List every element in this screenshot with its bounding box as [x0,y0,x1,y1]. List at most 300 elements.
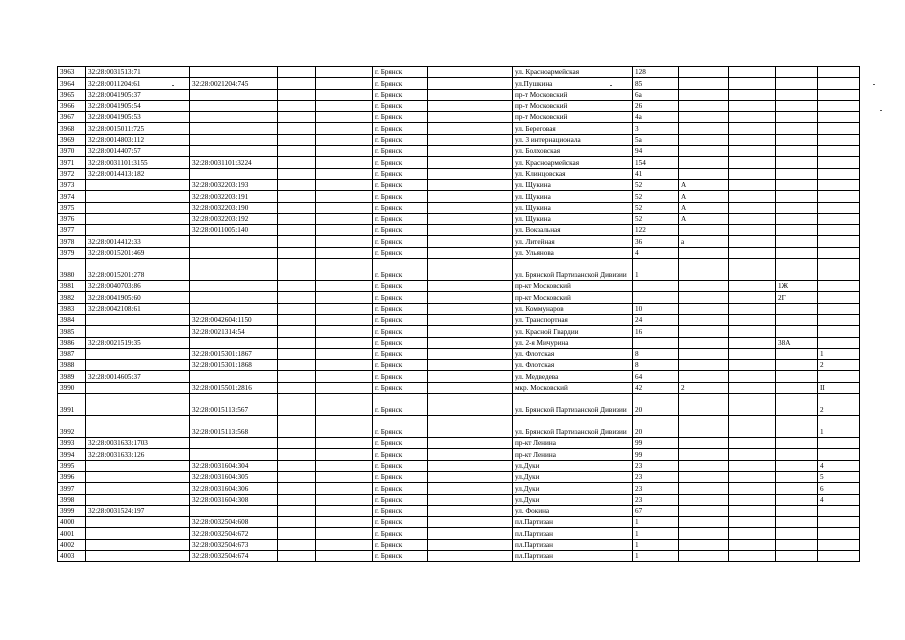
house-number-cell: 24 [633,314,679,325]
row-number-cell: 3997 [58,483,86,494]
house-number-cell: 23 [633,471,679,482]
blank-col-7-cell [428,394,513,416]
cadastral-number-1-cell [86,517,190,528]
cadastral-number-1-cell [86,225,190,236]
cadastral-number-2-cell: 32:28:0032203:191 [190,191,278,202]
letter-cell [679,100,729,111]
apartment-cell [818,528,860,539]
blank-col-11-cell [729,483,776,494]
cadastral-number-2-cell: 32:28:0032504:674 [190,550,278,561]
blank-col-5-cell [316,438,373,449]
blank-col-7-cell [428,134,513,145]
letter-cell [679,471,729,482]
letter-cell [679,78,729,89]
city-cell: г. Брянск [373,281,428,292]
blank-col-7-cell [428,438,513,449]
house-number-cell [633,292,679,303]
table-row [58,449,860,460]
blank-col-11-cell [729,550,776,561]
building-number-cell [776,303,818,314]
blank-col-5-cell [316,483,373,494]
house-number-cell: 8 [633,360,679,371]
blank-col-4-cell [278,247,316,258]
street-cell: пл.Партизан [513,539,633,550]
row-number-cell: 3996 [58,471,86,482]
apartment-cell [818,517,860,528]
blank-col-11-cell [729,449,776,460]
letter-cell [679,449,729,460]
letter-cell [679,550,729,561]
table-row [58,326,860,337]
blank-col-7-cell [428,449,513,460]
blank-col-7-cell [428,460,513,471]
blank-col-11-cell [729,303,776,314]
street-cell: пр-т Московский [513,100,633,111]
row-number-cell: 3999 [58,505,86,516]
city-cell: г. Брянск [373,550,428,561]
apartment-cell [818,247,860,258]
table-row [58,460,860,471]
city-cell: г. Брянск [373,89,428,100]
blank-col-5-cell [316,134,373,145]
blank-col-7-cell [428,416,513,438]
blank-col-11-cell [729,213,776,224]
apartment-cell [818,449,860,460]
letter-cell [679,134,729,145]
apartment-cell [818,505,860,516]
street-cell: ул. Щукина [513,213,633,224]
building-number-cell [776,314,818,325]
city-cell: г. Брянск [373,394,428,416]
city-cell: г. Брянск [373,67,428,78]
letter-cell [679,539,729,550]
blank-col-5-cell [316,471,373,482]
table-row [58,225,860,236]
blank-col-4-cell [278,89,316,100]
scan-speck [172,85,174,86]
blank-col-4-cell [278,314,316,325]
building-number-cell: 2Г [776,292,818,303]
cadastral-number-1-cell [86,494,190,505]
blank-col-7-cell [428,483,513,494]
letter-cell [679,528,729,539]
city-cell: г. Брянск [373,449,428,460]
table-row [58,550,860,561]
building-number-cell [776,168,818,179]
blank-col-4-cell [278,67,316,78]
city-cell: г. Брянск [373,78,428,89]
street-cell: ул. 3 интернационала [513,134,633,145]
letter-cell [679,89,729,100]
blank-col-11-cell [729,494,776,505]
city-cell: г. Брянск [373,494,428,505]
cadastral-number-1-cell: 32:28:0011204:61 [86,78,190,89]
city-cell: г. Брянск [373,100,428,111]
row-number-cell: 3981 [58,281,86,292]
table-row [58,247,860,258]
letter-cell [679,123,729,134]
street-cell: ул. Щукина [513,191,633,202]
letter-cell [679,438,729,449]
table-row [58,528,860,539]
house-number-cell: 23 [633,483,679,494]
table-row [58,505,860,516]
letter-cell [679,505,729,516]
house-number-cell: 1 [633,528,679,539]
street-cell: пр-кт Московский [513,281,633,292]
apartment-cell [818,112,860,123]
blank-col-5-cell [316,416,373,438]
apartment-cell [818,539,860,550]
letter-cell: А [679,202,729,213]
blank-col-4-cell [278,471,316,482]
building-number-cell [776,213,818,224]
blank-col-11-cell [729,416,776,438]
building-number-cell [776,539,818,550]
blank-col-7-cell [428,157,513,168]
building-number-cell [776,371,818,382]
street-cell: ул. Красной Гвардии [513,326,633,337]
house-number-cell: 41 [633,168,679,179]
letter-cell: А [679,191,729,202]
cadastral-number-2-cell [190,438,278,449]
blank-col-11-cell [729,539,776,550]
table-row [58,67,860,78]
letter-cell [679,146,729,157]
city-cell: г. Брянск [373,146,428,157]
letter-cell: А [679,213,729,224]
house-number-cell [633,337,679,348]
blank-col-4-cell [278,371,316,382]
city-cell: г. Брянск [373,123,428,134]
blank-col-5-cell [316,67,373,78]
letter-cell [679,314,729,325]
house-number-cell: 20 [633,416,679,438]
table-row [58,202,860,213]
apartment-cell [818,281,860,292]
blank-col-7-cell [428,146,513,157]
city-cell: г. Брянск [373,213,428,224]
city-cell: г. Брянск [373,112,428,123]
table-row [58,371,860,382]
blank-col-5-cell [316,449,373,460]
blank-col-11-cell [729,505,776,516]
blank-col-7-cell [428,371,513,382]
blank-col-11-cell [729,371,776,382]
blank-col-11-cell [729,134,776,145]
row-number-cell: 3963 [58,67,86,78]
cadastral-number-2-cell [190,89,278,100]
blank-col-7-cell [428,382,513,393]
table-row [58,191,860,202]
cadastral-number-1-cell: 32:28:0015201:278 [86,259,190,281]
street-cell: ул. Брянской Партизанской Дивизии [513,394,633,416]
blank-col-7-cell [428,259,513,281]
row-number-cell: 3987 [58,348,86,359]
apartment-cell [818,438,860,449]
letter-cell [679,247,729,258]
cadastral-number-1-cell [86,213,190,224]
letter-cell [679,483,729,494]
table-row [58,157,860,168]
blank-col-7-cell [428,528,513,539]
city-cell: г. Брянск [373,505,428,516]
blank-col-4-cell [278,394,316,416]
blank-col-5-cell [316,292,373,303]
street-cell: пр-кт Московский [513,292,633,303]
street-cell: пл.Партизан [513,550,633,561]
cadastral-number-2-cell: 32:28:0021204:745 [190,78,278,89]
building-number-cell [776,89,818,100]
cadastral-number-2-cell [190,505,278,516]
table-row [58,213,860,224]
cadastral-number-1-cell: 32:28:0015201:469 [86,247,190,258]
blank-col-11-cell [729,360,776,371]
table-row [58,236,860,247]
blank-col-11-cell [729,281,776,292]
blank-col-4-cell [278,134,316,145]
cadastral-number-2-cell [190,134,278,145]
blank-col-4-cell [278,303,316,314]
blank-col-11-cell [729,67,776,78]
building-number-cell [776,460,818,471]
row-number-cell: 3966 [58,100,86,111]
house-number-cell: 26 [633,100,679,111]
blank-col-11-cell [729,259,776,281]
blank-col-4-cell [278,337,316,348]
building-number-cell [776,517,818,528]
street-cell: ул.Дуки [513,471,633,482]
blank-col-5-cell [316,157,373,168]
building-number-cell [776,494,818,505]
house-number-cell: 42 [633,382,679,393]
blank-col-7-cell [428,168,513,179]
blank-col-11-cell [729,348,776,359]
street-cell: ул. Коммунаров [513,303,633,314]
cadastral-number-1-cell: 32:28:0014412:33 [86,236,190,247]
apartment-cell: 4 [818,494,860,505]
letter-cell [679,292,729,303]
house-number-cell: 4 [633,247,679,258]
city-cell: г. Брянск [373,539,428,550]
street-cell: пр-т Московский [513,89,633,100]
city-cell: г. Брянск [373,517,428,528]
apartment-cell [818,326,860,337]
cadastral-number-1-cell: 32:28:0031633:1703 [86,438,190,449]
blank-col-4-cell [278,292,316,303]
apartment-cell [818,191,860,202]
blank-col-4-cell [278,179,316,190]
cadastral-number-2-cell: 32:28:0031604:308 [190,494,278,505]
cadastral-number-2-cell [190,303,278,314]
blank-col-7-cell [428,89,513,100]
apartment-cell: 1 [818,348,860,359]
cadastral-number-1-cell: 32:28:0014413:182 [86,168,190,179]
apartment-cell [818,100,860,111]
house-number-cell: 52 [633,191,679,202]
house-number-cell [633,281,679,292]
row-number-cell: 3983 [58,303,86,314]
apartment-cell: II [818,382,860,393]
row-number-cell: 3967 [58,112,86,123]
row-number-cell: 3990 [58,382,86,393]
cadastral-number-1-cell [86,550,190,561]
blank-col-7-cell [428,281,513,292]
apartment-cell [818,179,860,190]
street-cell: ул. Транспортная [513,314,633,325]
cadastral-number-2-cell: 32:28:0015113:567 [190,394,278,416]
building-number-cell [776,191,818,202]
blank-col-5-cell [316,281,373,292]
city-cell: г. Брянск [373,157,428,168]
letter-cell [679,112,729,123]
blank-col-7-cell [428,517,513,528]
blank-col-4-cell [278,550,316,561]
apartment-cell: 1 [818,416,860,438]
cadastral-number-2-cell [190,112,278,123]
blank-col-5-cell [316,78,373,89]
blank-col-11-cell [729,247,776,258]
scan-speck [880,110,882,111]
cadastral-number-2-cell [190,123,278,134]
blank-col-7-cell [428,348,513,359]
city-cell: г. Брянск [373,360,428,371]
cadastral-number-2-cell: 32:28:0015113:568 [190,416,278,438]
apartment-cell: 6 [818,483,860,494]
blank-col-11-cell [729,292,776,303]
city-cell: г. Брянск [373,348,428,359]
row-number-cell: 3977 [58,225,86,236]
building-number-cell [776,550,818,561]
row-number-cell: 3993 [58,438,86,449]
row-number-cell: 3975 [58,202,86,213]
cadastral-number-2-cell [190,100,278,111]
blank-col-11-cell [729,202,776,213]
cadastral-number-1-cell: 32:28:0015011:725 [86,123,190,134]
blank-col-4-cell [278,539,316,550]
cadastral-number-1-cell [86,416,190,438]
letter-cell [679,360,729,371]
cadastral-number-2-cell: 32:28:0021314:54 [190,326,278,337]
letter-cell [679,157,729,168]
building-number-cell [776,123,818,134]
table-row [58,134,860,145]
row-number-cell: 3992 [58,416,86,438]
blank-col-11-cell [729,438,776,449]
cadastral-number-1-cell [86,348,190,359]
street-cell: ул. Клинцовская [513,168,633,179]
house-number-cell: 4а [633,112,679,123]
blank-col-5-cell [316,394,373,416]
apartment-cell [818,259,860,281]
blank-col-7-cell [428,123,513,134]
city-cell: г. Брянск [373,179,428,190]
blank-col-7-cell [428,326,513,337]
blank-col-4-cell [278,460,316,471]
street-cell: ул. Флотская [513,348,633,359]
blank-col-7-cell [428,303,513,314]
table-row [58,394,860,416]
table-row [58,416,860,438]
cadastral-number-2-cell: 32:28:0015301:1868 [190,360,278,371]
house-number-cell: 85 [633,78,679,89]
row-number-cell: 3973 [58,179,86,190]
letter-cell [679,494,729,505]
cadastral-number-2-cell: 32:28:0032203:193 [190,179,278,190]
apartment-cell: 2 [818,360,860,371]
street-cell: пр-кт Ленина [513,438,633,449]
table-row [58,112,860,123]
letter-cell [679,371,729,382]
building-number-cell [776,179,818,190]
scan-speck [873,84,875,85]
cadastral-number-2-cell [190,146,278,157]
blank-col-5-cell [316,123,373,134]
row-number-cell: 3978 [58,236,86,247]
table-row [58,539,860,550]
blank-col-7-cell [428,550,513,561]
building-number-cell [776,112,818,123]
scan-speck [610,85,612,86]
row-number-cell: 3986 [58,337,86,348]
apartment-cell: 4 [818,460,860,471]
city-cell: г. Брянск [373,259,428,281]
table-row [58,100,860,111]
apartment-cell [818,550,860,561]
cadastral-number-1-cell [86,202,190,213]
blank-col-11-cell [729,123,776,134]
blank-col-7-cell [428,179,513,190]
blank-col-7-cell [428,505,513,516]
cadastral-number-2-cell: 32:28:0031604:305 [190,471,278,482]
building-number-cell [776,225,818,236]
blank-col-7-cell [428,191,513,202]
blank-col-11-cell [729,146,776,157]
table-row [58,281,860,292]
building-number-cell [776,326,818,337]
blank-col-4-cell [278,281,316,292]
apartment-cell [818,337,860,348]
table-row [58,517,860,528]
letter-cell: а [679,236,729,247]
blank-col-5-cell [316,460,373,471]
blank-col-7-cell [428,494,513,505]
table-row [58,483,860,494]
street-cell: ул. Красноармейская [513,67,633,78]
letter-cell [679,168,729,179]
blank-col-4-cell [278,191,316,202]
city-cell: г. Брянск [373,191,428,202]
letter-cell [679,394,729,416]
blank-col-11-cell [729,337,776,348]
cadastral-number-2-cell: 32:28:0031604:304 [190,460,278,471]
house-number-cell: 1 [633,259,679,281]
street-cell: ул. Фокина [513,505,633,516]
apartment-cell [818,236,860,247]
house-number-cell: 52 [633,179,679,190]
city-cell: г. Брянск [373,471,428,482]
blank-col-5-cell [316,89,373,100]
blank-col-4-cell [278,416,316,438]
blank-col-5-cell [316,191,373,202]
blank-col-5-cell [316,100,373,111]
apartment-cell [818,371,860,382]
building-number-cell [776,382,818,393]
house-number-cell: 67 [633,505,679,516]
cadastral-number-2-cell [190,281,278,292]
row-number-cell: 4003 [58,550,86,561]
letter-cell [679,225,729,236]
